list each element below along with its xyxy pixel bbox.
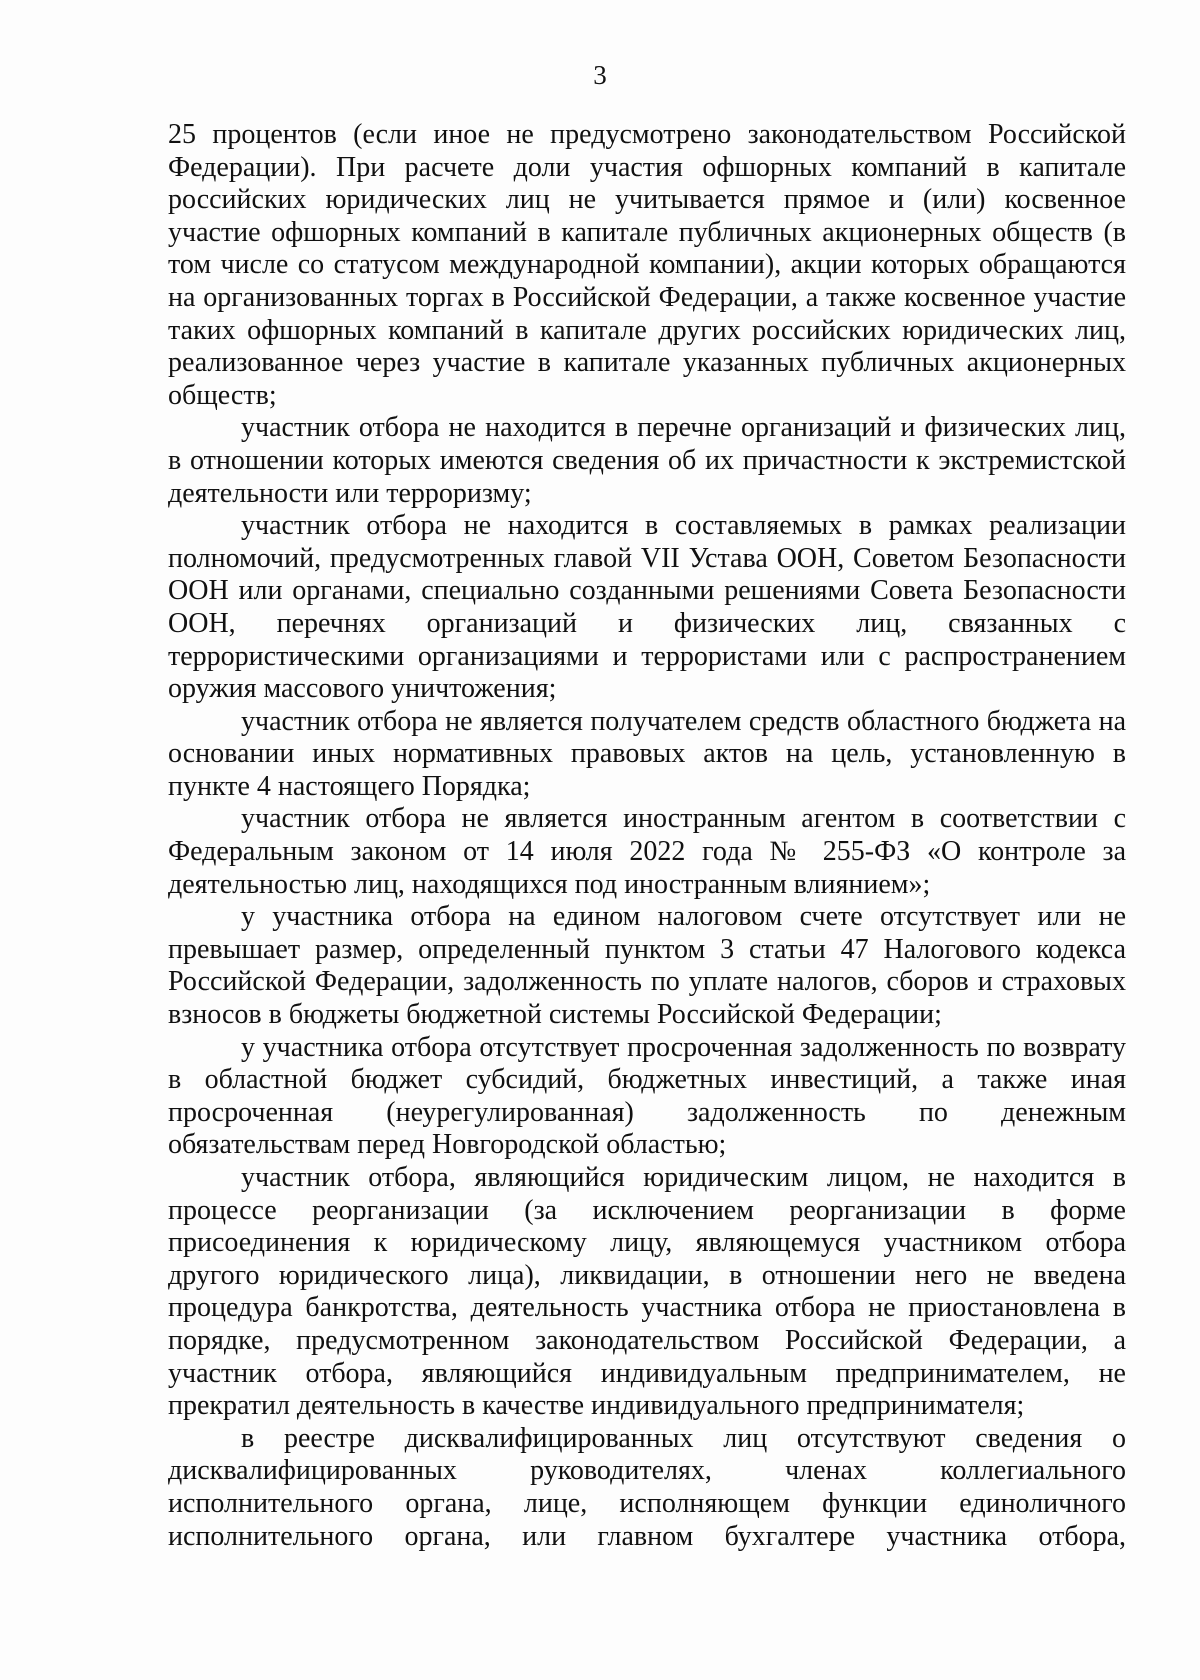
paragraph: участник отбора не является получателем средств областного бюджета на основании иных нормативных правовых актов на цель, установленную в пункте 4 настоящего Порядка; xyxy=(168,705,1126,802)
paragraph: участник отбора не является иностранным агентом в соответствии с Федеральным законом от 14 июля 2022 года № 255-ФЗ «О контроле за деятельностью лиц, находящихся под иностранным влиянием»; xyxy=(168,803,1126,900)
paragraph: участник отбора, являющийся юридическим лицом, не находится в процессе реорганизации (за исключением реорганизации в форме присоединения к юридическому лицу, являющемуся участником отбора другого юридического лица), ликвидации, в отношении него не введена процедура банкротства, деятельность участника отбора не приостановлена в порядке, предусмотренном законодательством Российской Федерации, а участник отбора, являющийся индивидуальным предпринимателем, не прекратил деятельность в качестве индивидуального предпринимателя; xyxy=(168,1162,1126,1422)
paragraph: участник отбора не находится в составляемых в рамках реализации полномочий, предусмотренных главой VII Устава ООН, Советом Безопасности ООН или органами, специально созданными решениями Совета Безопасности ООН, перечнях организаций и физических лиц, связанных с террористическими организациями и террористами или с распространением оружия массового уничтожения; xyxy=(168,510,1126,705)
document-body xyxy=(168,119,1126,1553)
page-number: 3 xyxy=(593,60,607,90)
paragraph: у участника отбора отсутствует просроченная задолженность по возврату в областной бюджет субсидий, бюджетных инвестиций, а также иная просроченная (неурегулированная) задолженность по денежным обязательствам перед Новгородской областью; xyxy=(168,1031,1126,1161)
paragraph: в реестре дисквалифицированных лиц отсутствуют сведения о дисквалифицированных руководителях, членах коллегиального исполнительного органа, лице, исполняющем функции единоличного исполнительного органа, или главном бухгалтере участника отбора, xyxy=(168,1422,1126,1552)
paragraph: у участника отбора на едином налоговом счете отсутствует или не превышает размер, определенный пунктом 3 статьи 47 Налогового кодекса Российской Федерации, задолженность по уплате налогов, сборов и страховых взносов в бюджеты бюджетной системы Российской Федерации; xyxy=(168,901,1126,1031)
paragraph: 25 процентов (если иное не предусмотрено законодательством Российской Федерации). При расчете доли участия офшорных компаний в капитале российских юридических лиц не учитывается прямое и (или) косвенное участие офшорных компаний в капитале публичных акционерных обществ (в том числе со статусом международной компании), акции которых обращаются на организованных торгах в Российской Федерации, а также косвенное участие таких офшорных компаний в капитале других российских юридических лиц, реализованное через участие в капитале указанных публичных акционерных обществ; xyxy=(168,119,1126,411)
paragraph: участник отбора не находится в перечне организаций и физических лиц, в отношении которых имеются сведения об их причастности к экстремистской деятельности или терроризму; xyxy=(168,412,1126,509)
